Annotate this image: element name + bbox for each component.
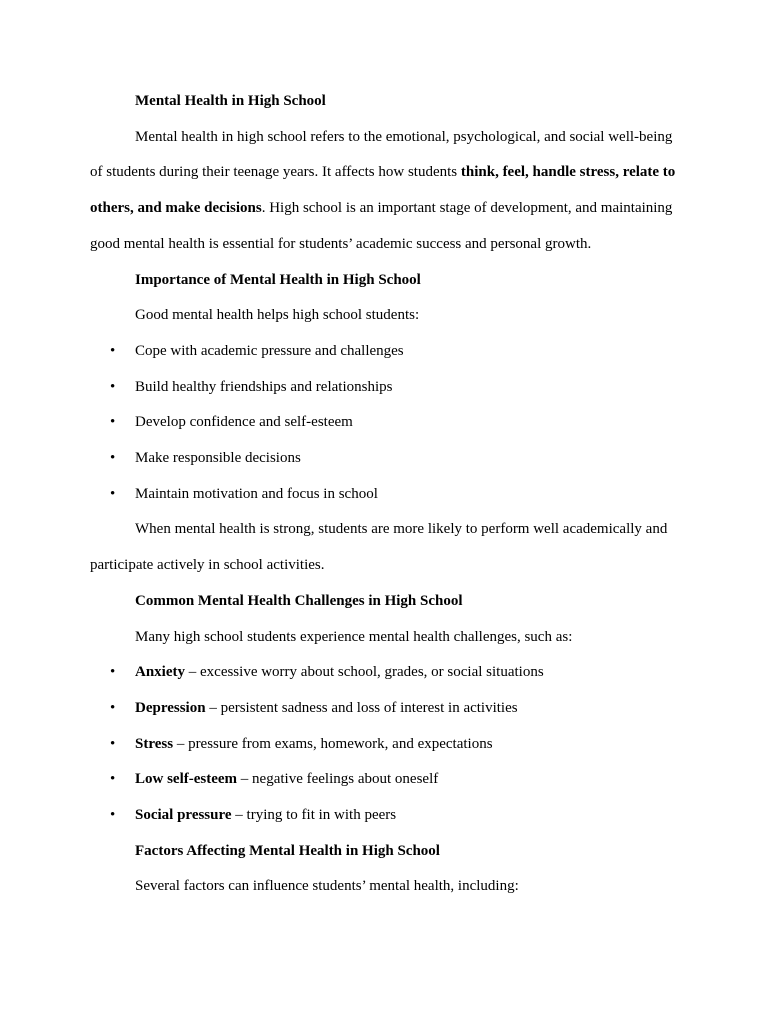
list-item-desc: – negative feelings about oneself [237,771,439,788]
importance-closing: When mental health is strong, students are more likely to perform well academically and participate actively in school activities. [90,521,668,574]
intro-text-continued: . High school is an important stage of development, and maintaining good mental health is essential for students’ academic success and personal growth. [90,200,673,252]
document-title: Mental Health in High School [135,93,326,109]
list-item-text: Build healthy friendships and relationships [135,378,393,395]
bullet-icon: • [110,664,116,681]
list-item [90,798,685,834]
bullet-icon: • [110,378,116,395]
section-heading-factors: Factors Affecting Mental Health in High School [135,842,440,859]
list-item-desc: – excessive worry about school, grades, or social situations [185,664,544,681]
list-item [90,477,685,513]
list-item-desc: – pressure from exams, homework, and expectations [173,735,493,752]
list-item-term: Anxiety [135,664,185,681]
list-item-term: Social pressure [135,807,232,824]
list-item [90,370,685,406]
bullet-icon: • [110,771,116,788]
list-item [90,334,685,370]
list-item [90,655,685,691]
bullet-icon: • [110,485,116,502]
list-item-desc: – persistent sadness and loss of interest in activities [205,699,518,716]
importance-list [90,334,685,513]
list-item [90,441,685,477]
section-heading-challenges: Common Mental Health Challenges in High School [135,592,463,609]
bullet-icon: • [110,807,116,824]
list-item-text: Maintain motivation and focus in school [135,485,378,502]
list-item-term: Stress [135,735,174,752]
list-item-term: Depression [135,699,206,716]
bullet-icon: • [110,735,116,752]
list-item-text: Cope with academic pressure and challenges [135,342,404,359]
section-heading-importance: Importance of Mental Health in High School [135,271,421,288]
list-item-text: Develop confidence and self-esteem [135,414,353,431]
list-item [90,727,685,763]
bullet-icon: • [110,342,116,359]
list-item [90,691,685,727]
list-item-term: Low self-esteem [135,771,238,788]
intro-text: Mental health in high school refers to the emotional, psychological, and social well-being of students during their teenage years. It affects how students [90,128,673,181]
bullet-icon: • [110,450,116,467]
challenges-list [90,655,685,834]
challenges-lead: Many high school students experience mental health challenges, such as: [135,628,573,645]
bullet-icon: • [110,414,116,431]
intro-paragraph [90,120,685,263]
list-item [90,762,685,798]
factors-lead: Several factors can influence students’ mental health, including: [135,878,519,895]
list-item-desc: – trying to fit in with peers [231,807,397,824]
bullet-icon: • [110,699,116,716]
list-item-text: Make responsible decisions [135,450,301,467]
importance-lead: Good mental health helps high school students: [135,307,420,324]
document-body [90,84,685,905]
intro-bold-text: think, feel, handle stress, relate to others, and make decisions [90,164,676,217]
list-item [90,405,685,441]
